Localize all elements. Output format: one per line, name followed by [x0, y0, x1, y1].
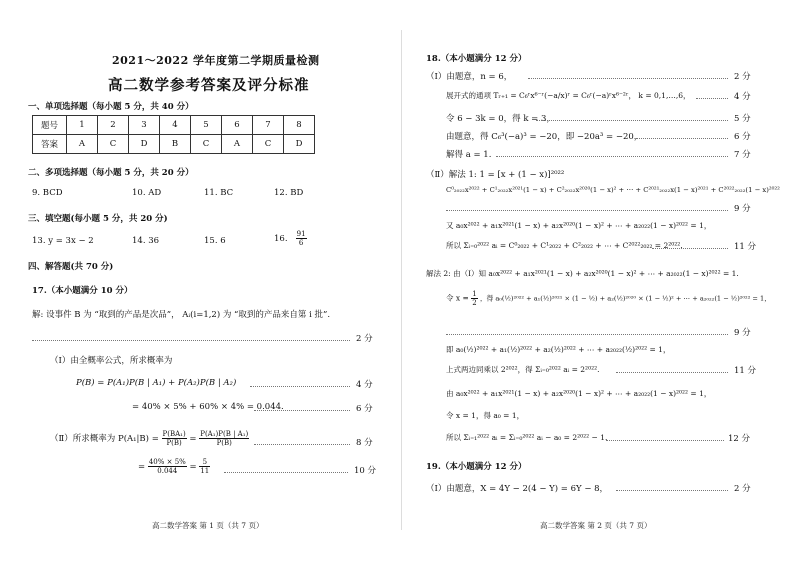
q18-line: 又 a₀x²⁰²² + a₁x²⁰²¹(1 − x) + a₂x²⁰²⁰(1 − x)² + ⋯ + a₂₀₂₂(1 − x)²⁰²² = 1，: [446, 221, 712, 230]
table-cell: 4: [160, 116, 191, 135]
table-cell: 8: [284, 116, 315, 135]
table-cell: D: [284, 135, 315, 154]
dot-leader: [254, 444, 350, 445]
dot-leader: [652, 248, 728, 249]
q18-line: 即 a₀(½)²⁰²² + a₁(½)²⁰²² + a₂(½)²⁰²² + ⋯ + a₂₀₂₂(½)²⁰²² = 1，: [446, 345, 671, 354]
formula: = 40% × 5% + 60% × 4% = 0.044.: [132, 402, 284, 412]
fraction: [199, 458, 210, 475]
table-cell: D: [129, 135, 160, 154]
dot-leader: [528, 78, 728, 79]
score-mark: 12 分: [728, 434, 751, 444]
text: ，得 a₀(½)²⁰²² + a₁(½)²⁰²¹ × (1 − ½) + a₂(½)²⁰²⁰ × (1 − ½)² + ⋯ + a₂₀₂₂(1 − ½)²⁰²² = 1，: [480, 294, 771, 303]
question-17-title: 17.（本小题满分 10 分）: [32, 286, 133, 296]
fraction: [148, 458, 187, 475]
fraction-num: P(BA₁): [162, 430, 186, 438]
dot-leader: [616, 490, 728, 491]
q18-line: 所以 Σᵢ₌₁²⁰²² aᵢ = Σᵢ₌₀²⁰²² aᵢ − a₀ = 2²⁰²² − 1.: [446, 433, 608, 442]
fill-number: 16.: [274, 234, 288, 244]
table-cell: 6: [222, 116, 253, 135]
fraction-num: 40% × 5%: [148, 458, 186, 466]
q17-part1: （Ⅰ）由全概率公式，所求概率为: [50, 356, 173, 366]
score-mark: 10 分: [354, 466, 377, 476]
fraction-den: 0.044: [157, 467, 178, 475]
table-cell: 1: [67, 116, 98, 135]
score-mark: 4 分: [356, 380, 373, 390]
left-page: [28, 0, 386, 561]
doc-title: 2021～2022 学年度第二学期质量检测: [112, 54, 320, 67]
fill-answer: 15. 6: [204, 236, 226, 246]
section-fill-blank: 三、填空题(每小题 5 分，共 20 分): [28, 214, 168, 224]
table-cell: B: [160, 135, 191, 154]
score-mark: 8 分: [356, 438, 373, 448]
table-row: [33, 135, 315, 154]
table-cell: 7: [253, 116, 284, 135]
dot-leader: [224, 472, 348, 473]
table-cell: C: [191, 135, 222, 154]
score-mark: 2 分: [356, 334, 373, 344]
page-divider: [401, 30, 402, 530]
dot-leader: [32, 340, 350, 341]
section-solutions: 四、解答题(共 70 分): [28, 262, 114, 272]
multi-answer: 10. AD: [132, 188, 162, 198]
table-cell: A: [67, 135, 98, 154]
q18-line: 上式两边同乘以 2²⁰²²，得 Σᵢ₌₀²⁰²² aᵢ = 2²⁰²².: [446, 365, 600, 374]
q18-line: 令 6 − 3k = 0，得 k = 3，: [446, 114, 555, 124]
dot-leader: [496, 156, 728, 157]
score-mark: 4 分: [734, 92, 751, 102]
score-mark: 2 分: [734, 484, 751, 494]
fraction-num: 5: [199, 458, 210, 467]
q18-line: 解法 2: 由（Ⅰ）知 a₀x²⁰²² + a₁x²⁰²¹(1 − x) + a₂x²⁰²⁰(1 − x)² + ⋯ + a₂₀₂₂(1 − x)²⁰²² = 1.: [426, 269, 739, 278]
dot-leader: [536, 120, 728, 121]
score-mark: 11 分: [734, 366, 757, 376]
fraction: [162, 430, 187, 447]
fill-answer-16: [274, 230, 307, 247]
fraction-num: 91: [296, 230, 306, 238]
score-mark: 9 分: [734, 328, 751, 338]
multi-answer: 11. BC: [204, 188, 234, 198]
part2-label: （Ⅱ）所求概率为 P(A₁|B) =: [50, 434, 159, 444]
q18-line: [446, 290, 771, 307]
score-mark: 7 分: [734, 150, 751, 160]
table-cell: 2: [98, 116, 129, 135]
fraction-den: P(B): [166, 439, 182, 447]
score-mark: 2 分: [734, 72, 751, 82]
dot-leader: [446, 210, 728, 211]
fraction: [471, 290, 477, 307]
dot-leader: [696, 98, 728, 99]
question-18-title: 18.（本小题满分 12 分）: [426, 54, 527, 64]
multi-answer: 9. BCD: [32, 188, 63, 198]
question-19-title: 19.（本小题满分 12 分）: [426, 462, 527, 472]
score-mark: 11 分: [734, 242, 757, 252]
q18-line: （Ⅱ）解法 1: 1 = [x + (1 − x)]²⁰²²: [426, 170, 565, 180]
fraction-num: P(A₁)P(B | A₁): [200, 430, 249, 438]
fraction-num: 1: [472, 290, 477, 298]
table-cell: 题号: [33, 116, 67, 135]
table-cell: 5: [191, 116, 222, 135]
formula: P(B) = P(A₁)P(B | A₁) + P(A₂)P(B | A₂): [76, 378, 237, 388]
table-row: [33, 116, 315, 135]
fraction: [296, 230, 307, 247]
q18-line: （Ⅰ）由题意，n = 6，: [426, 72, 513, 82]
score-mark: 5 分: [734, 114, 751, 124]
table-cell: A: [222, 135, 253, 154]
doc-subtitle: 高二数学参考答案及评分标准: [108, 77, 310, 94]
q18-line: C⁰₂₀₂₂x²⁰²² + C¹₂₀₂₂x²⁰²¹(1 − x) + C²₂₀₂₂x²⁰²⁰(1 − x)² + ⋯ + C²⁰²¹₂₀₂₂x(1 − x)²⁰²¹ + C²⁰²²₂₀₂₂(1 − x)²⁰²²: [446, 186, 780, 194]
score-mark: 6 分: [356, 404, 373, 414]
answer-table: [32, 115, 315, 154]
q17-part2: （Ⅱ）所求概率为 P(A₁|B) = $\frac{\text{P(BA₁)}}{P(B)}$ = $\frac{\text{P(A₁)P(B | A₁)}}{P(B)}$: [50, 430, 249, 447]
table-cell: 3: [129, 116, 160, 135]
right-page: [416, 0, 780, 561]
dot-leader: [636, 138, 728, 139]
section-single-choice: 一、单项选择题（每小题 5 分，共 40 分）: [28, 102, 194, 112]
dot-leader: [254, 410, 350, 411]
fraction-den: 2: [472, 299, 477, 307]
q18-line: 所以 Σᵢ₌₀²⁰²² aᵢ = C⁰₂₀₂₂ + C¹₂₀₂₂ + C²₂₀₂₂ + ⋯ + C²⁰²²₂₀₂₂ = 2²⁰²².: [446, 241, 683, 250]
q18-line: 由题意，得 C₆³(−a)³ = −20，即 −20a³ = −20，: [446, 132, 643, 142]
fraction-den: P(B): [216, 439, 232, 447]
section-multi-choice: 二、多项选择题（每小题 5 分，共 20 分）: [28, 168, 194, 178]
q17-intro: 解: 设事件 B 为 “取到的产品是次品”， Aᵢ(i=1,2) 为 “取到的产品来自第 i 批”.: [32, 310, 331, 320]
fraction: [199, 430, 249, 447]
text: 令 x =: [446, 293, 469, 303]
page-footer: 高二数学答案 第 1 页（共 7 页）: [152, 521, 264, 530]
table-cell: C: [98, 135, 129, 154]
q18-line: 展开式的通项 Tᵣ₊₁ = C₆ʳx⁶⁻ʳ(−a/x)ʳ = C₆ʳ(−a)ʳx⁶⁻²ʳ， k = 0,1,…,6，: [446, 91, 691, 100]
dot-leader: [250, 386, 350, 387]
table-cell: 答案: [33, 135, 67, 154]
fraction-den: 6: [298, 239, 304, 247]
dot-leader: [606, 440, 724, 441]
q17-result: = $\frac{40\% \times 5\%}{0.044}$ = $\frac{5}{11}$: [138, 458, 210, 475]
table-cell: C: [253, 135, 284, 154]
dot-leader: [616, 372, 728, 373]
fill-answer: 13. y = 3x − 2: [32, 236, 94, 246]
page-footer: 高二数学答案 第 2 页（共 7 页）: [540, 521, 652, 530]
fraction-den: 11: [200, 467, 210, 475]
q18-line: 由 a₀x²⁰²² + a₁x²⁰²¹(1 − x) + a₂x²⁰²⁰(1 − x)² + ⋯ + a₂₀₂₂(1 − x)²⁰²² = 1，: [446, 389, 712, 398]
fill-answer: 14. 36: [132, 236, 160, 246]
q19-line: （Ⅰ）由题意，X = 4Y − 2(4 − Y) = 6Y − 8，: [426, 484, 609, 494]
multi-answer: 12. BD: [274, 188, 304, 198]
score-mark: 6 分: [734, 132, 751, 142]
dot-leader: [446, 334, 728, 335]
score-mark: 9 分: [734, 204, 751, 214]
q18-line: 解得 a = 1.: [446, 150, 492, 160]
q18-line: 令 x = 1，得 a₀ = 1，: [446, 411, 525, 420]
